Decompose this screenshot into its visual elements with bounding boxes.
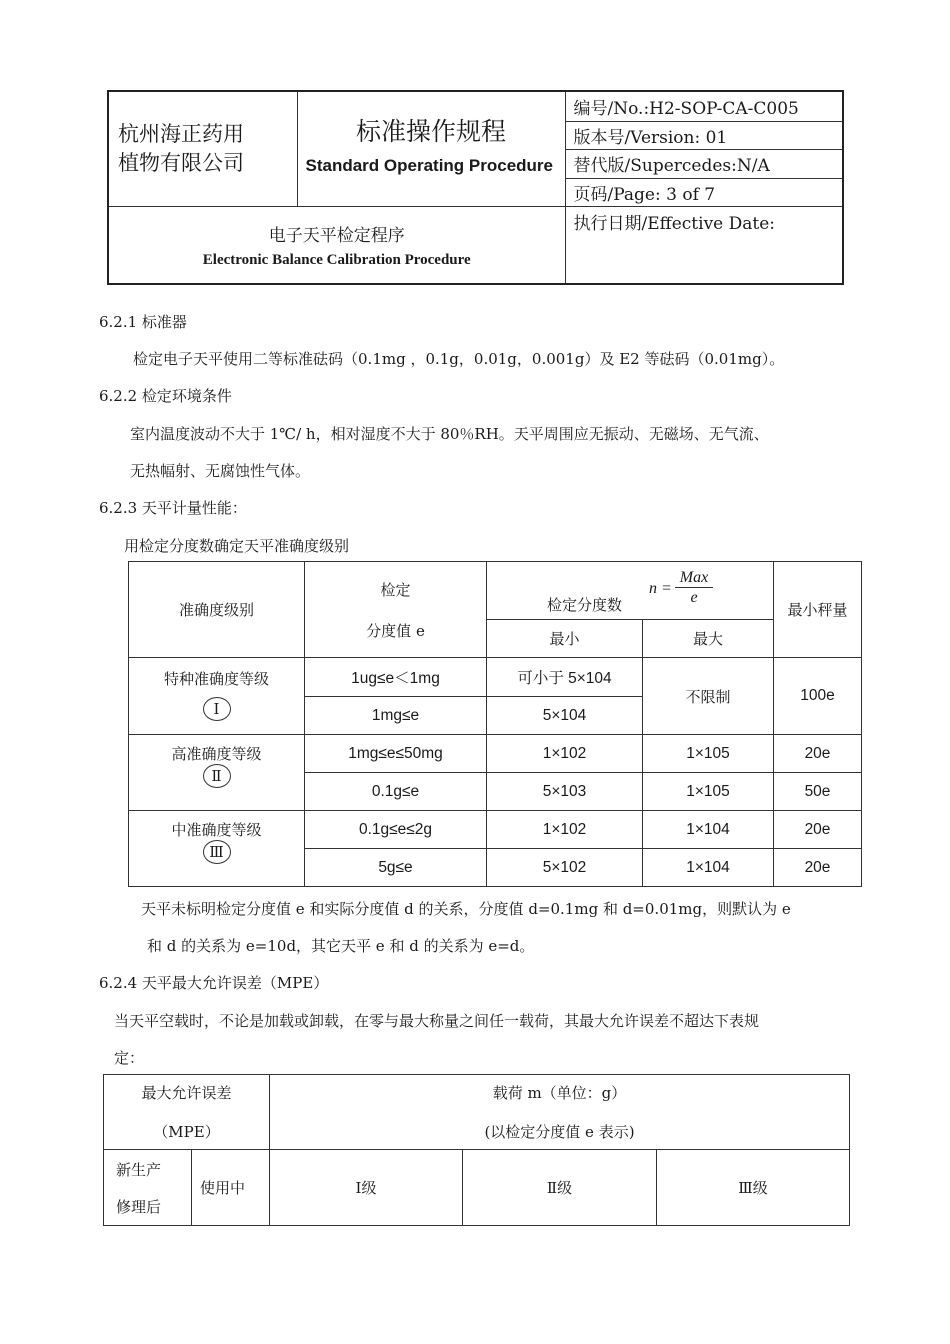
section-6-2-4-body-line2: 定： <box>114 1049 145 1067</box>
header-division-count: 检定分度数 n = Max e <box>487 562 774 620</box>
doc-page: 页码/Page: 3 of 7 <box>565 178 843 206</box>
header-new-repaired: 新生产 修理后 <box>104 1150 192 1226</box>
cell-min-load: 20e <box>774 811 862 849</box>
cell-max: 1×104 <box>643 811 774 849</box>
mpe-table <box>103 1074 850 1226</box>
header-grade-1: Ⅰ级 <box>270 1150 463 1226</box>
header-load: 载荷 m（单位：g） (以检定分度值 e 表示) <box>270 1075 850 1150</box>
sop-title-cell <box>297 91 565 206</box>
cell-min: 1×102 <box>487 811 643 849</box>
header-min: 最小 <box>487 620 643 658</box>
procedure-title-en: Electronic Balance Calibration Procedure <box>202 251 471 268</box>
section-6-2-1-title: 6.2.1 标准器 <box>99 313 187 331</box>
cell-e: 1ug≤e＜1mg <box>305 658 487 697</box>
section-6-2-3-title: 6.2.3 天平计量性能： <box>99 499 247 517</box>
sop-title-en: Standard Operating Procedure <box>305 156 553 175</box>
formula-n: n = <box>649 580 672 597</box>
class-high: 高准确度等级 Ⅱ <box>129 735 305 811</box>
sop-title-cn: 标准操作规程 <box>355 117 506 146</box>
company-name <box>108 91 297 206</box>
section-6-2-4-title: 6.2.4 天平最大允许误差（MPE） <box>99 974 329 992</box>
cell-max-unlimited: 不限制 <box>643 658 774 735</box>
cell-max: 1×105 <box>643 735 774 773</box>
section-6-2-2-body-line1: 室内温度波动不大于 1℃/ h，相对湿度不大于 80％RH。天平周围应无振动、无磁场、无气流、 <box>130 425 769 443</box>
table-row <box>129 658 862 697</box>
section-6-2-2-title: 6.2.2 检定环境条件 <box>99 387 232 405</box>
procedure-title-cn: 电子天平检定程序 <box>268 225 405 246</box>
header-min-load: 最小秤量 <box>774 562 862 658</box>
section-6-2-1-body: 检定电子天平使用二等标准砝码（0.1mg ，0.1g，0.01g，0.001g）及 E2 等砝码（0.01mg）。 <box>133 350 785 368</box>
header-in-use: 使用中 <box>192 1150 270 1226</box>
cell-e: 0.1g≤e <box>305 773 487 811</box>
cell-min: 可小于 5×104 <box>487 658 643 697</box>
formula-fraction: Max e <box>675 569 713 608</box>
cell-min: 5×103 <box>487 773 643 811</box>
class-symbol-2: Ⅱ <box>203 764 231 788</box>
cell-e: 5g≤e <box>305 849 487 887</box>
doc-supercedes: 替代版/Supercedes:N/A <box>565 149 843 178</box>
cell-e: 1mg≤e <box>305 697 487 735</box>
cell-min-load: 100e <box>774 658 862 735</box>
note-line2: 和 d 的关系为 e=10d，其它天平 e 和 d 的关系为 e=d。 <box>147 937 535 955</box>
cell-e: 0.1g≤e≤2g <box>305 811 487 849</box>
cell-min-load: 50e <box>774 773 862 811</box>
effective-date: 执行日期/Effective Date: <box>565 206 843 284</box>
cell-min-load: 20e <box>774 849 862 887</box>
class-symbol-3: Ⅲ <box>203 840 231 864</box>
header-grade-2: Ⅱ级 <box>463 1150 657 1226</box>
note-line1: 天平未标明检定分度值 e 和实际分度值 d 的关系，分度值 d=0.1mg 和 d=0.01mg，则默认为 e <box>141 900 791 918</box>
cell-min: 5×102 <box>487 849 643 887</box>
cell-max: 1×104 <box>643 849 774 887</box>
class-medium: 中准确度等级 Ⅲ <box>129 811 305 887</box>
table-row <box>129 735 862 773</box>
table-row <box>129 811 862 849</box>
procedure-title-cell <box>108 206 565 284</box>
cell-max: 1×105 <box>643 773 774 811</box>
header-mpe: 最大允许误差 （MPE） <box>104 1075 270 1150</box>
section-6-2-2-body-line2: 无热幅射、无腐蚀性气体。 <box>130 462 311 480</box>
company-name-line2: 植物有限公司 <box>118 150 244 175</box>
header-accuracy-class: 准确度级别 <box>129 562 305 658</box>
header-grade-3: Ⅲ级 <box>657 1150 850 1226</box>
cell-min-load: 20e <box>774 735 862 773</box>
class-symbol-1: Ⅰ <box>203 697 231 721</box>
doc-number: 编号/No.:H2-SOP-CA-C005 <box>565 91 843 121</box>
section-6-2-3-body: 用检定分度数确定天平准确度级别 <box>124 537 350 555</box>
accuracy-class-table <box>128 561 862 887</box>
class-special: 特种准确度等级 Ⅰ <box>129 658 305 735</box>
section-6-2-4-body-line1: 当天平空载时，不论是加载或卸载，在零与最大称量之间任一载荷，其最大允许误差不超达下表规 <box>114 1012 760 1030</box>
doc-version: 版本号/Version: 01 <box>565 121 843 149</box>
header-max: 最大 <box>643 620 774 658</box>
cell-min: 5×104 <box>487 697 643 735</box>
cell-min: 1×102 <box>487 735 643 773</box>
cell-e: 1mg≤e≤50mg <box>305 735 487 773</box>
header-division-value: 检定 分度值 e <box>305 562 487 658</box>
company-name-line1: 杭州海正药用 <box>118 121 244 146</box>
document-header <box>107 90 844 285</box>
